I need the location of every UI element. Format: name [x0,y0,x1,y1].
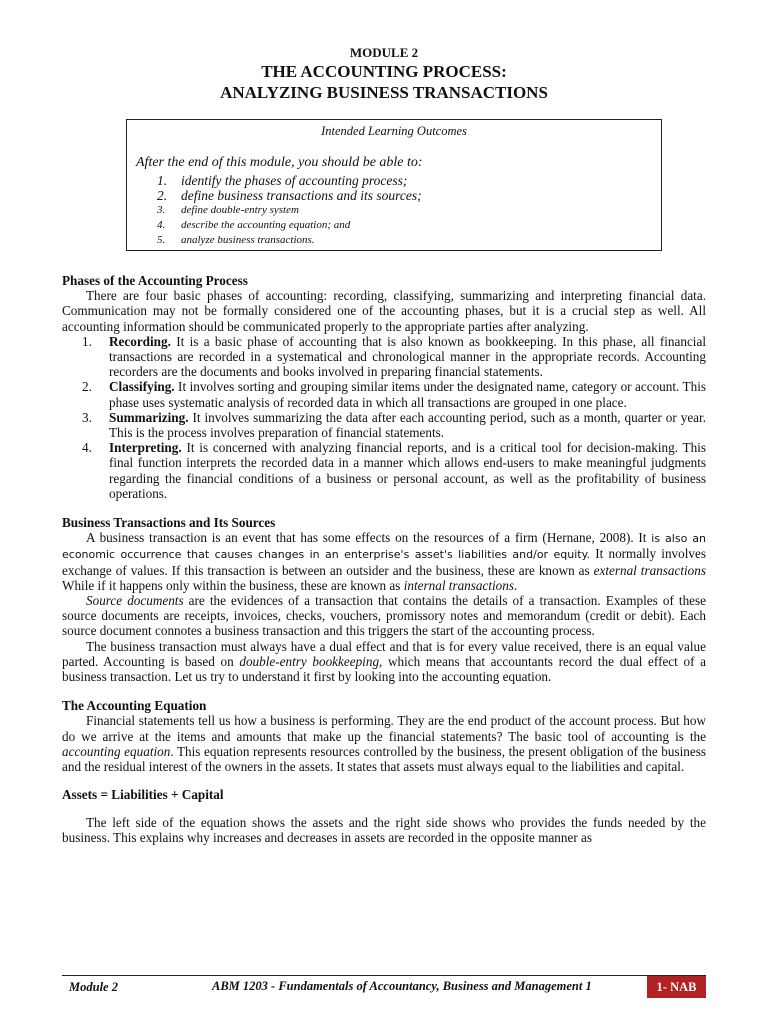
accounting-equation-formula: Assets = Liabilities + Capital [62,787,224,803]
list-item: 4. Interpreting. It is concerned with analyzing financial reports, and is a critical tool for decision-making. This final function interprets the recorded data in a manner which allows end-users to make meaningful judgments regarding the financial conditions of a business or personal account, as well as the profitability of business operations. [82,440,706,501]
paragraph: The business transaction must always have a dual effect and that is for every value received, there is an equal value parted. Accounting is based on double-entry bookkeeping, which means that accountants record the dual effect of a business transaction. Let us try to understand it first by looking into the accounting equation. [62,638,706,685]
section-heading-phases: Phases of the Accounting Process [62,273,248,288]
list-item: 2. Classifying. It involves sorting and grouping similar items under the designated name, category or account. This phase uses systematic analysis of recorded data in which all transactions are grouped in one place. [82,379,706,410]
page-number-badge: 1- NAB [647,976,706,998]
list-item: 2. define business transactions and its sources; [157,188,422,203]
learning-outcomes-box [126,119,662,251]
title-line-2: ANALYZING BUSINESS TRANSACTIONS [220,83,548,102]
ilo-title: Intended Learning Outcomes [321,124,467,138]
footer-course-title: ABM 1203 - Fundamentals of Accountancy, Business and Management 1 [212,979,592,993]
paragraph: The left side of the equation shows the assets and the right side shows who provides the funds needed by the business. This explains why increases and decreases in assets are recorded in the opposite manner as [62,814,706,845]
section-heading-business-transactions: Business Transactions and Its Sources [62,515,276,531]
paragraph: There are four basic phases of accounting: recording, classifying, summarizing and interpreting financial data. Communication may not be formally considered one of the accounting phases, but it is a crucial step as well. All accounting information should be communicated properly to the appropriate parties after analyzing. [62,288,706,334]
paragraph: A business transaction is an event that has some effects on the resources of a firm (Hernane, 2008). It is also an economic occurrence that causes changes in an enterprise's asset's liabilities and/or equity. It normally involves exchange of values. If this transaction is between an outsider and the business, these are known as external transactions While if it happens only within the business, these are known as internal transactions. [62,530,706,593]
section-heading-accounting-equation: The Accounting Equation [62,698,207,714]
module-label: MODULE 2 [349,45,419,60]
list-item: 1. identify the phases of accounting process; [157,173,408,188]
list-item: 4. describe the accounting equation; and [157,219,351,231]
list-item: 5. analyze business transactions. [157,234,315,246]
page-footer [62,975,706,998]
title-line-1: THE ACCOUNTING PROCESS: [261,62,507,81]
list-item: 1. Recording. It is a basic phase of accounting that is also known as bookkeeping. In this phase, all financial transactions are recorded in a systematical and chronological manner in the appropriate records. Accounting recorders are the documents and books involved in preparing financial statements. [82,333,706,380]
list-item: 3. Summarizing. It involves summarizing the data after each accounting period, such as a month, quarter or year. This is the process involves preparation of financial statements. [82,409,706,441]
list-item: 3. define double-entry system [157,204,299,216]
footer-module: Module 2 [69,980,118,994]
document-body [62,273,706,845]
ilo-list [157,173,422,248]
ilo-intro: After the end of this module, you should be able to: [136,155,423,170]
paragraph: Source documents are the evidences of a transaction that contains the details of a transaction. Examples of these source documents are receipts, invoices, checks, vouchers, promissory notes and memorandum (credit or debit). Each source document connotes a business transaction and this triggers the start of the accounting process. [62,593,706,639]
paragraph: Financial statements tell us how a business is performing. They are the end product of the account process. But how do we arrive at the items and amounts that make up the financial statements? The basic tool of accounting is the accounting equation. This equation represents resources controlled by the business, the present obligation of the business and the residual interest of the owners in the assets. It states that assets must always equal to the liabilities and capital. [62,713,706,775]
